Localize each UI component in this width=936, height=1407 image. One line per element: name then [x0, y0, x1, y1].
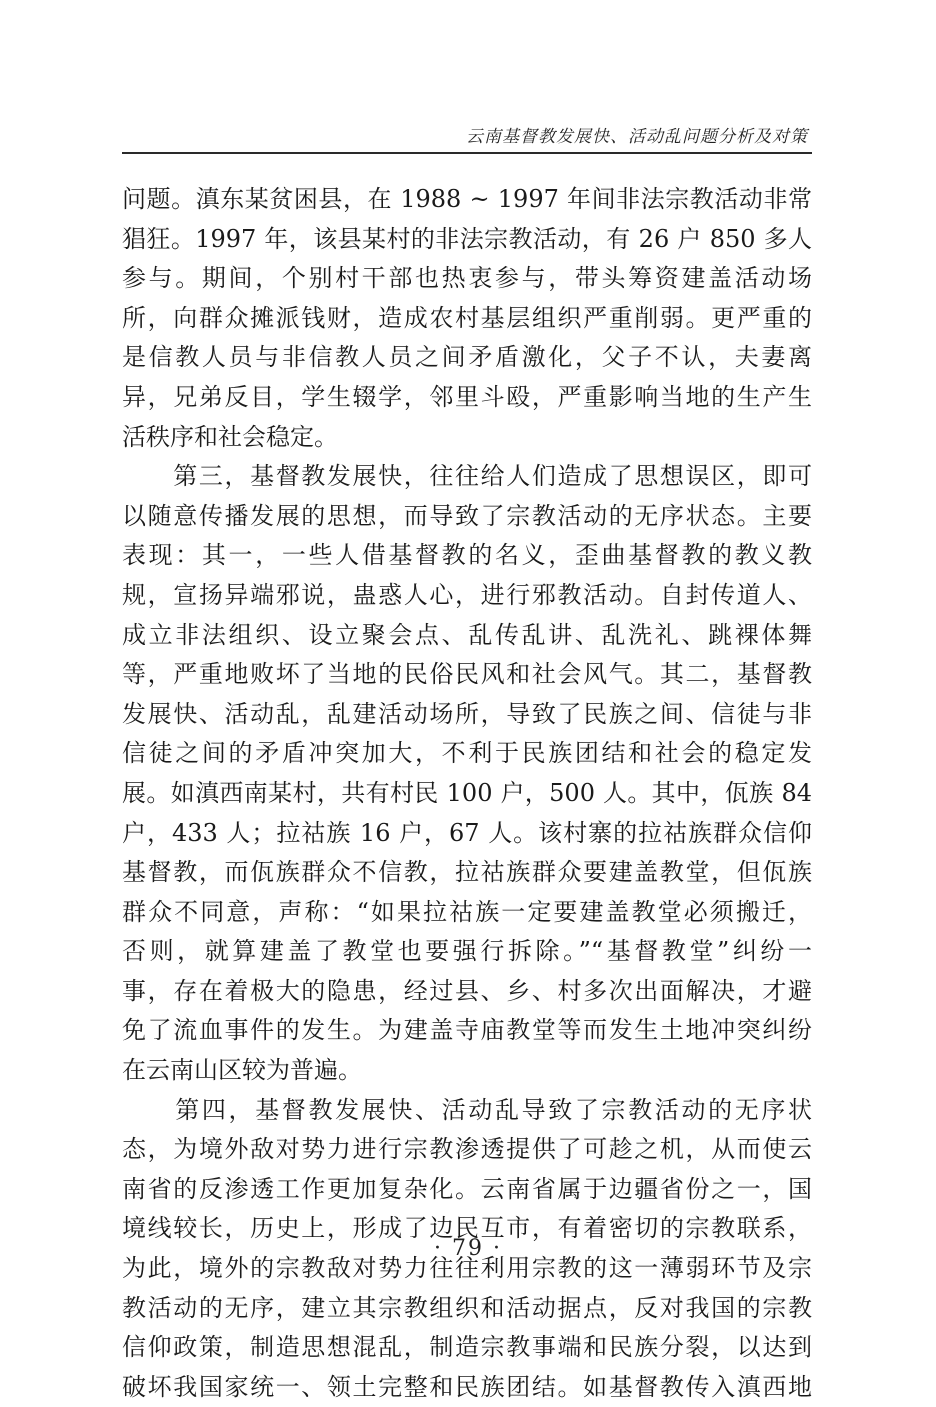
text-line: 展。如滇西南某村，共有村民 100 户，500 人。其中，佤族 84 — [122, 778, 812, 807]
text-line: 是信教人员与非信教人员之间矛盾激化，父子不认，夫妻离 — [122, 343, 812, 372]
page-number: · 79 · — [434, 1236, 502, 1261]
text-line: 以随意传播发展的思想，而导致了宗教活动的无序状态。主要 — [122, 501, 812, 530]
text-line: 参与。期间，个别村干部也热衷参与，带头筹资建盖活动场 — [122, 264, 812, 293]
text-line: 第四，基督教发展快、活动乱导致了宗教活动的无序状 — [122, 1095, 812, 1124]
text-line: 等，严重地败坏了当地的民俗民风和社会风气。其二，基督教 — [122, 660, 812, 689]
text-line: 在云南山区较为普遍。 — [122, 1056, 362, 1085]
text-line: 信仰政策，制造思想混乱，制造宗教事端和民族分裂，以达到 — [122, 1333, 812, 1362]
text-line: 群众不同意，声称：“如果拉祜族一定要建盖教堂必须搬迁， — [122, 897, 812, 926]
text-line: 规，宣扬异端邪说，蛊惑人心，进行邪教活动。自封传道人、 — [122, 580, 812, 609]
text-line: 户，433 人；拉祜族 16 户，67 人。该村寨的拉祜族群众信仰 — [122, 818, 812, 847]
running-header-title: 云南基督教发展快、活动乱问题分析及对策 — [466, 127, 808, 147]
text-line: 活秩序和社会稳定。 — [122, 422, 338, 451]
text-line: 发展快、活动乱，乱建活动场所，导致了民族之间、信徒与非 — [122, 699, 812, 728]
header-divider — [122, 152, 812, 154]
text-line: 态，为境外敌对势力进行宗教渗透提供了可趁之机，从而使云 — [122, 1135, 812, 1164]
text-line: 教活动的无序，建立其宗教组织和活动据点，反对我国的宗教 — [122, 1293, 812, 1322]
text-line: 破坏我国家统一、领土完整和民族团结。如基督教传入滇西地 — [122, 1372, 812, 1401]
text-line: 南省的反渗透工作更加复杂化。云南省属于边疆省份之一，国 — [122, 1174, 812, 1203]
text-line: 猖狂。1997 年，该县某村的非法宗教活动，有 26 户 850 多人 — [122, 224, 812, 253]
text-line: 事，存在着极大的隐患，经过县、乡、村多次出面解决，才避 — [122, 976, 812, 1005]
text-line: 成立非法组织、设立聚会点、乱传乱讲、乱洗礼、跳裸体舞 — [122, 620, 812, 649]
text-line: 表现：其一，一些人借基督教的名义，歪曲基督教的教义教 — [122, 541, 812, 570]
text-line: 信徒之间的矛盾冲突加大，不利于民族团结和社会的稳定发 — [122, 739, 812, 768]
body-text — [122, 180, 812, 1407]
text-line: 问题。滇东某贫困县，在 1988 ~ 1997 年间非法宗教活动非常 — [122, 185, 812, 213]
text-line: 第三，基督教发展快，往往给人们造成了思想误区，即可 — [122, 462, 812, 491]
text-line: 所，向群众摊派钱财，造成农村基层组织严重削弱。更严重的 — [122, 303, 812, 332]
text-line: 否则，就算建盖了教堂也要强行拆除。”“基督教堂”纠纷一 — [122, 937, 812, 966]
text-line: 为此，境外的宗教敌对势力往往利用宗教的这一薄弱环节及宗 — [122, 1254, 812, 1283]
text-line: 基督教，而佤族群众不信教，拉祜族群众要建盖教堂，但佤族 — [122, 858, 812, 887]
text-line: 免了流血事件的发生。为建盖寺庙教堂等而发生土地冲突纠纷 — [122, 1016, 812, 1045]
text-line: 异，兄弟反目，学生辍学，邻里斗殴，严重影响当地的生产生 — [122, 382, 812, 411]
text-line: 境线较长，历史上，形成了边民互市，有着密切的宗教联系， — [122, 1214, 812, 1243]
